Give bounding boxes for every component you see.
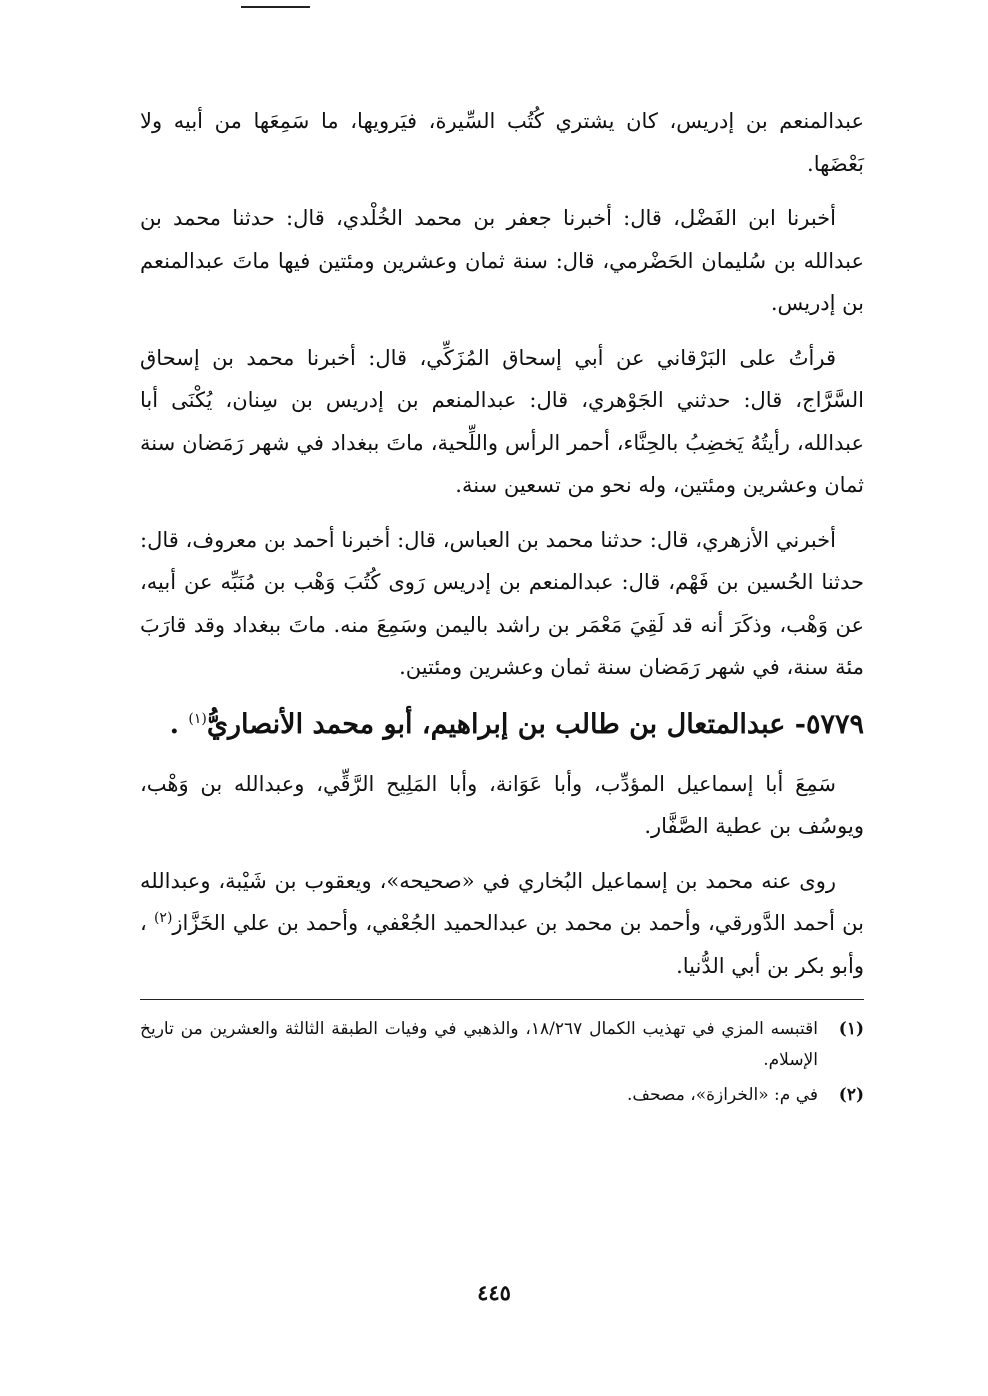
footnote-2 (140, 1080, 864, 1111)
footnote-ref-2[interactable]: (٢) (153, 910, 173, 926)
entry-paragraph-1: سَمِعَ أبا إسماعيل المؤدِّب، وأبا عَوَانة، وأبا المَلِيح الرَّقِّي، وعبدالله بن وَهْب، ويوسُف بن عطية الصَّفَّار. (140, 771, 864, 838)
footnote-number: (١) (838, 1019, 864, 1039)
entry-paragraph-2 (140, 860, 864, 988)
paragraph-2: أخبرنا ابن الفَضْل، قال: أخبرنا جعفر بن محمد الخُلْدي، قال: حدثنا محمد بن عبدالله بن سُليمان الحَضْرمي، قال: سنة ثمان وعشرين ومئتين فيها ماتَ عبدالمنعم بن إدريس. (140, 206, 864, 315)
paragraph-1: عبدالمنعم بن إدريس، كان يشتري كُتُب السِّيرة، فيَرويها، ما سَمِعَها من أبيه ولا بَعْضَها. (140, 109, 864, 176)
top-rule (241, 6, 310, 8)
page-number: ٤٤٥ (477, 1280, 511, 1305)
footnote-text: في م: «الخرازة»، مصحف. (627, 1085, 818, 1105)
paragraph-3: قرأتُ على البَرْقاني عن أبي إسحاق المُزَكِّي، قال: أخبرنا محمد بن إسحاق السَّرَّاج، قال: حدثني الجَوْهري، قال: عبدالمنعم بن إدريس بن سِنان، يُكْنَى أبا عبدالله، رأيتُهُ يَخضِبُ بالحِنَّاء، أحمر الرأس واللِّحية، ماتَ ببغداد في شهر رَمَضان سنة ثمان وعشرين ومئتين، وله نحو من تسعين سنة. (140, 345, 864, 497)
footnote-divider (140, 999, 864, 1000)
footnote-number: (٢) (838, 1085, 864, 1105)
footnote-text: اقتبسه المزي في تهذيب الكمال ١٨/٢٦٧، والذهبي في وفيات الطبقة الثالثة والعشرين من تاريخ الإسلام. (140, 1019, 818, 1070)
footnote-ref-1[interactable]: (١) (188, 710, 207, 727)
page-body (140, 100, 864, 1115)
entry-heading (140, 701, 864, 749)
entry-paragraph-2-start: روى عنه محمد بن إسماعيل البُخاري في «صحيحه»، ويعقوب بن شَيْبة، وعبدالله بن أحمد الدَّورقي، وأحمد بن محمد بن عبدالحميد الجُعْفي، وأحمد بن علي الخَزَّاز (140, 868, 864, 935)
entry-heading-end: . (169, 708, 179, 740)
footnote-1 (140, 1014, 864, 1076)
entry-paragraph-2-end: ، وأبو بكر بن أبي الدُّنيا. (140, 911, 864, 978)
paragraph-4: أخبرني الأزهري، قال: حدثنا محمد بن العباس، قال: أخبرنا أحمد بن معروف، قال: حدثنا الحُسين بن فَهْم، قال: عبدالمنعم بن إدريس رَوى كُتُبَ وَهْب بن مُنَبِّه عن أبيه، عن وَهْب، وذكَرَ أنه قد لَقِيَ مَعْمَر بن راشد باليمن وسَمِعَ منه. ماتَ ببغداد وقد قارَبَ مئة سنة، في شهر رَمَضان سنة ثمان وعشرين ومئتين. (140, 527, 864, 679)
entry-heading-text: ٥٧٧٩- عبدالمتعال بن طالب بن إبراهيم، أبو محمد الأنصاريُّ (206, 708, 864, 740)
